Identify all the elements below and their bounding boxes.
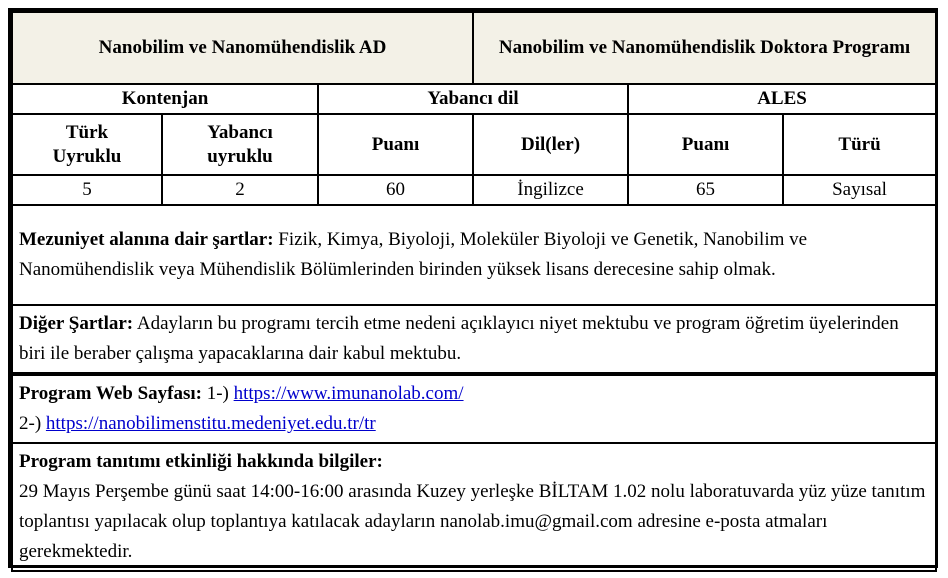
- program-info-table: [11, 11, 937, 572]
- col-turk-uyruklu: Türk Uyruklu: [12, 114, 162, 175]
- col-yabanci-uyruklu: Yabancı uyruklu: [162, 114, 318, 175]
- value-ales-puani: 65: [628, 175, 783, 205]
- other-label: Diğer Şartlar:: [19, 313, 134, 334]
- program-event-info: [12, 443, 936, 571]
- col-ales-puani: Puanı: [628, 114, 783, 175]
- web-link-1[interactable]: https://www.imunanolab.com/: [233, 383, 464, 404]
- event-label: Program tanıtımı etkinliği hakkında bilgiler:: [19, 451, 383, 472]
- web-prefix-2: 2-): [19, 413, 46, 434]
- value-dil-puani: 60: [318, 175, 473, 205]
- group-yabanci-dil: Yabancı dil: [318, 84, 628, 114]
- col-diller: Dil(ler): [473, 114, 628, 175]
- col-dil-puani: Puanı: [318, 114, 473, 175]
- value-yabanci-uyruklu: 2: [162, 175, 318, 205]
- graduation-label: Mezuniyet alanına dair şartlar:: [19, 229, 274, 250]
- col-ales-turu: Türü: [783, 114, 936, 175]
- group-ales: ALES: [628, 84, 936, 114]
- other-text: Adayların bu programı tercih etme nedeni açıklayıcı niyet mektubu ve program öğretim üyelerinden biri ile beraber çalışma yapacaklarına dair kabul mektubu.: [19, 313, 899, 364]
- event-text: 29 Mayıs Perşembe günü saat 14:00-16:00 arasında Kuzey yerleşke BİLTAM 1.02 nolu laboratuvarda yüz yüze tanıtım toplantısı yapılacak olup toplantıya katılacak adayların nanolab.imu@gmail.com adresine e-posta atmaları gerekmektedir.: [19, 481, 926, 562]
- value-turk-uyruklu: 5: [12, 175, 162, 205]
- value-diller: İngilizce: [473, 175, 628, 205]
- web-prefix-1: 1-): [201, 383, 234, 404]
- group-kontenjan: Kontenjan: [12, 84, 318, 114]
- graduation-text: Fizik, Kimya, Biyoloji, Moleküler Biyoloji ve Genetik, Nanobilim ve Nanomühendislik veya Mühendislik Bölümlerinden birinden yüksek lisans derecesine sahip olmak.: [19, 229, 808, 280]
- value-ales-turu: Sayısal: [783, 175, 936, 205]
- program-web-page: [12, 374, 936, 443]
- web-link-2[interactable]: https://nanobilimenstitu.medeniyet.edu.tr/tr: [45, 413, 376, 434]
- department-title: Nanobilim ve Nanomühendislik AD: [12, 12, 473, 84]
- program-title: Nanobilim ve Nanomühendislik Doktora Programı: [473, 12, 936, 84]
- web-label: Program Web Sayfası:: [19, 383, 202, 404]
- other-requirements: [12, 305, 936, 374]
- graduation-requirements: [12, 205, 936, 305]
